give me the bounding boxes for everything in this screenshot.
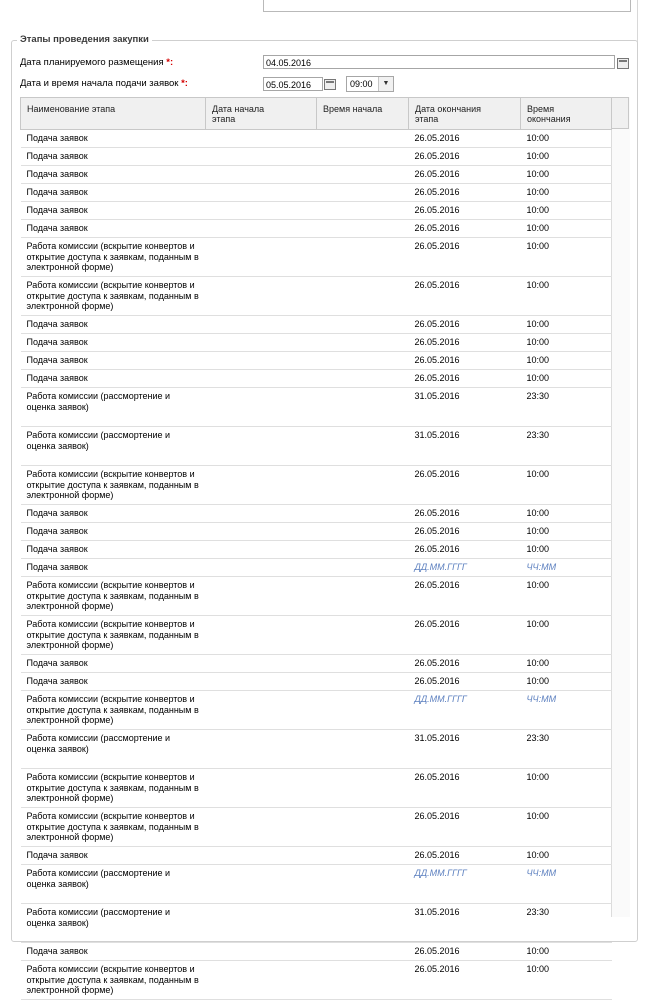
end-time-cell: 10:00: [521, 316, 612, 334]
table-row[interactable]: [21, 352, 612, 370]
end-date-cell: 26.05.2016: [409, 202, 521, 220]
start-date-cell: [206, 316, 317, 334]
end-date-cell: 26.05.2016: [409, 220, 521, 238]
end-date-cell: 26.05.2016: [409, 316, 521, 334]
start-time-select[interactable]: [346, 76, 394, 92]
start-time-cell: [317, 808, 409, 847]
start-time-cell: [317, 559, 409, 577]
end-date-cell: ДД.ММ.ГГГГ: [409, 865, 521, 904]
end-time-cell: 10:00: [521, 523, 612, 541]
end-date-cell: 26.05.2016: [409, 148, 521, 166]
start-time-cell: [317, 673, 409, 691]
table-row[interactable]: [21, 769, 612, 808]
end-date-cell: 26.05.2016: [409, 166, 521, 184]
end-time-cell: ЧЧ:ММ: [521, 559, 612, 577]
end-date-cell: 31.05.2016: [409, 427, 521, 466]
start-time-cell: [317, 352, 409, 370]
stages-legend: Этапы проведения закупки: [17, 34, 152, 45]
end-time-cell: 10:00: [521, 541, 612, 559]
start-time-cell: [317, 388, 409, 427]
stage-name-cell: Подача заявок: [21, 847, 206, 865]
table-row[interactable]: [21, 673, 612, 691]
stage-name-cell: Работа комиссии (вскрытие конвертов и открытие доступа к заявкам, поданным в электронной форме): [21, 238, 206, 277]
start-time-cell: [317, 616, 409, 655]
stage-name-cell: Работа комиссии (вскрытие конвертов и открытие доступа к заявкам, поданным в электронной форме): [21, 808, 206, 847]
description-textarea[interactable]: [263, 0, 631, 12]
start-time-cell: [317, 847, 409, 865]
start-time-cell: [317, 130, 409, 148]
stage-name-cell: Работа комиссии (рассмортение и оценка заявок): [21, 904, 206, 943]
header-end-date[interactable]: Дата окончания этапа: [409, 98, 521, 130]
chevron-down-icon: ▼: [378, 77, 393, 91]
start-date-cell: [206, 370, 317, 388]
end-date-cell: 26.05.2016: [409, 847, 521, 865]
start-time-cell: [317, 238, 409, 277]
table-row[interactable]: [21, 577, 612, 616]
end-time-cell: 10:00: [521, 577, 612, 616]
table-row[interactable]: [21, 730, 612, 769]
table-row[interactable]: [21, 334, 612, 352]
header-start-time[interactable]: Время начала: [317, 98, 409, 130]
stage-name-cell: Работа комиссии (рассмортение и оценка заявок): [21, 427, 206, 466]
end-time-cell: 10:00: [521, 769, 612, 808]
table-row[interactable]: [21, 220, 612, 238]
header-stage-name[interactable]: Наименование этапа: [21, 98, 206, 130]
stage-name-cell: Работа комиссии (рассмортение и оценка заявок): [21, 865, 206, 904]
required-mark: *:: [166, 57, 174, 68]
end-date-cell: ДД.ММ.ГГГГ: [409, 559, 521, 577]
start-date-cell: [206, 577, 317, 616]
start-date-cell: [206, 943, 317, 961]
start-date-cell: [206, 277, 317, 316]
stage-name-cell: Подача заявок: [21, 352, 206, 370]
stage-name-cell: Подача заявок: [21, 523, 206, 541]
stage-name-cell: Подача заявок: [21, 334, 206, 352]
end-date-cell: 26.05.2016: [409, 370, 521, 388]
start-datetime-label: Дата и время начала подачи заявок: [20, 78, 179, 89]
end-time-cell: 10:00: [521, 808, 612, 847]
stage-name-cell: Подача заявок: [21, 559, 206, 577]
start-time-cell: [317, 184, 409, 202]
end-date-cell: 26.05.2016: [409, 130, 521, 148]
table-row[interactable]: [21, 130, 612, 148]
table-row[interactable]: [21, 184, 612, 202]
table-header-row: [21, 98, 612, 130]
start-date-cell: [206, 352, 317, 370]
end-date-cell: 26.05.2016: [409, 808, 521, 847]
end-date-cell: ДД.ММ.ГГГГ: [409, 691, 521, 730]
end-date-cell: 26.05.2016: [409, 238, 521, 277]
end-time-cell: 10:00: [521, 673, 612, 691]
stages-table-container: [20, 97, 629, 995]
end-date-cell: 26.05.2016: [409, 352, 521, 370]
end-date-cell: 26.05.2016: [409, 577, 521, 616]
stage-name-cell: Подача заявок: [21, 202, 206, 220]
end-time-cell: 10:00: [521, 166, 612, 184]
start-date-input[interactable]: 05.05.2016: [263, 77, 323, 91]
calendar-icon[interactable]: [617, 58, 629, 69]
start-date-cell: [206, 541, 317, 559]
start-date-cell: [206, 238, 317, 277]
end-time-cell: 10:00: [521, 370, 612, 388]
start-date-cell: [206, 559, 317, 577]
end-date-cell: 26.05.2016: [409, 943, 521, 961]
stage-name-cell: Подача заявок: [21, 541, 206, 559]
planned-date-label: Дата планируемого размещения: [20, 57, 164, 68]
end-date-cell: 26.05.2016: [409, 505, 521, 523]
stages-table: [20, 97, 612, 1000]
end-time-cell: 23:30: [521, 904, 612, 943]
start-date-cell: [206, 961, 317, 1000]
start-time-cell: [317, 427, 409, 466]
end-time-cell: 10:00: [521, 943, 612, 961]
start-time-cell: [317, 166, 409, 184]
start-date-cell: [206, 847, 317, 865]
start-date-cell: [206, 865, 317, 904]
start-time-cell: [317, 730, 409, 769]
table-row[interactable]: [21, 238, 612, 277]
end-time-cell: 10:00: [521, 961, 612, 1000]
start-date-cell: [206, 466, 317, 505]
stage-name-cell: Работа комиссии (вскрытие конвертов и открытие доступа к заявкам, поданным в электронной форме): [21, 577, 206, 616]
table-row[interactable]: [21, 505, 612, 523]
end-date-cell: 26.05.2016: [409, 184, 521, 202]
table-row[interactable]: [21, 427, 612, 466]
start-time-cell: [317, 523, 409, 541]
start-time-cell: [317, 148, 409, 166]
start-time-cell: [317, 577, 409, 616]
start-time-cell: [317, 865, 409, 904]
table-row[interactable]: [21, 943, 612, 961]
table-row[interactable]: [21, 466, 612, 505]
start-time-cell: [317, 505, 409, 523]
start-time-cell: [317, 541, 409, 559]
start-time-cell: [317, 277, 409, 316]
end-time-cell: 10:00: [521, 352, 612, 370]
start-time-cell: [317, 769, 409, 808]
stage-name-cell: Работа комиссии (вскрытие конвертов и открытие доступа к заявкам, поданным в электронной форме): [21, 616, 206, 655]
end-time-cell: 10:00: [521, 277, 612, 316]
table-row[interactable]: [21, 655, 612, 673]
end-date-cell: 26.05.2016: [409, 466, 521, 505]
start-date-cell: [206, 427, 317, 466]
end-date-cell: 31.05.2016: [409, 904, 521, 943]
end-time-cell: 23:30: [521, 427, 612, 466]
start-time-cell: [317, 904, 409, 943]
table-row[interactable]: [21, 541, 612, 559]
start-date-cell: [206, 184, 317, 202]
end-date-cell: 26.05.2016: [409, 541, 521, 559]
start-time-cell: [317, 466, 409, 505]
stage-name-cell: Подача заявок: [21, 655, 206, 673]
table-row[interactable]: [21, 616, 612, 655]
start-date-cell: [206, 505, 317, 523]
table-row[interactable]: [21, 388, 612, 427]
start-date-cell: [206, 148, 317, 166]
start-time-cell: [317, 316, 409, 334]
end-date-cell: 31.05.2016: [409, 388, 521, 427]
end-time-cell: ЧЧ:ММ: [521, 691, 612, 730]
header-end-time[interactable]: Время окончания: [521, 98, 612, 130]
end-date-cell: 26.05.2016: [409, 523, 521, 541]
end-date-cell: 26.05.2016: [409, 655, 521, 673]
start-time-value: 09:00: [350, 79, 373, 89]
start-date-cell: [206, 388, 317, 427]
stage-name-cell: Подача заявок: [21, 370, 206, 388]
table-row[interactable]: [21, 166, 612, 184]
start-time-cell: [317, 943, 409, 961]
table-row[interactable]: [21, 559, 612, 577]
stage-name-cell: Работа комиссии (вскрытие конвертов и открытие доступа к заявкам, поданным в электронной форме): [21, 277, 206, 316]
end-time-cell: 10:00: [521, 616, 612, 655]
stage-name-cell: Подача заявок: [21, 130, 206, 148]
end-time-cell: 23:30: [521, 388, 612, 427]
stage-name-cell: Работа комиссии (вскрытие конвертов и открытие доступа к заявкам, поданным в электронной форме): [21, 961, 206, 1000]
stage-name-cell: Работа комиссии (рассмортение и оценка заявок): [21, 388, 206, 427]
end-date-cell: 31.05.2016: [409, 730, 521, 769]
start-time-cell: [317, 370, 409, 388]
stage-name-cell: Работа комиссии (вскрытие конвертов и открытие доступа к заявкам, поданным в электронной форме): [21, 769, 206, 808]
planned-date-input[interactable]: 04.05.2016: [263, 55, 615, 69]
stage-name-cell: Работа комиссии (вскрытие конвертов и открытие доступа к заявкам, поданным в электронной форме): [21, 691, 206, 730]
start-date-cell: [206, 904, 317, 943]
start-label-row: [20, 78, 188, 89]
end-time-cell: 10:00: [521, 238, 612, 277]
table-row[interactable]: [21, 523, 612, 541]
stage-name-cell: Подача заявок: [21, 184, 206, 202]
start-time-cell: [317, 334, 409, 352]
end-time-cell: 23:30: [521, 730, 612, 769]
start-time-cell: [317, 691, 409, 730]
end-time-cell: 10:00: [521, 466, 612, 505]
end-time-cell: ЧЧ:ММ: [521, 865, 612, 904]
stage-name-cell: Работа комиссии (вскрытие конвертов и открытие доступа к заявкам, поданным в электронной форме): [21, 466, 206, 505]
table-row[interactable]: [21, 865, 612, 904]
start-date-cell: [206, 730, 317, 769]
stage-name-cell: Подача заявок: [21, 505, 206, 523]
table-row[interactable]: [21, 691, 612, 730]
start-date-cell: [206, 334, 317, 352]
end-date-cell: 26.05.2016: [409, 673, 521, 691]
end-time-cell: 10:00: [521, 220, 612, 238]
planned-date-label-row: [20, 57, 173, 68]
stage-name-cell: Подача заявок: [21, 943, 206, 961]
end-time-cell: 10:00: [521, 655, 612, 673]
table-row[interactable]: [21, 202, 612, 220]
end-date-cell: 26.05.2016: [409, 961, 521, 1000]
end-date-cell: 26.05.2016: [409, 334, 521, 352]
end-time-cell: 10:00: [521, 334, 612, 352]
required-mark: *:: [181, 78, 188, 89]
table-row[interactable]: [21, 961, 612, 1000]
start-date-cell: [206, 166, 317, 184]
table-row[interactable]: [21, 370, 612, 388]
start-date-cell: [206, 808, 317, 847]
start-date-cell: [206, 202, 317, 220]
table-row[interactable]: [21, 847, 612, 865]
stage-name-cell: Работа комиссии (рассмортение и оценка заявок): [21, 730, 206, 769]
end-time-cell: 10:00: [521, 505, 612, 523]
end-time-cell: 10:00: [521, 202, 612, 220]
start-date-cell: [206, 673, 317, 691]
start-date-cell: [206, 220, 317, 238]
stage-name-cell: Подача заявок: [21, 220, 206, 238]
end-time-cell: 10:00: [521, 847, 612, 865]
start-time-cell: [317, 655, 409, 673]
stage-name-cell: Подача заявок: [21, 148, 206, 166]
stage-name-cell: Подача заявок: [21, 166, 206, 184]
end-time-cell: 10:00: [521, 148, 612, 166]
table-row[interactable]: [21, 148, 612, 166]
start-time-cell: [317, 220, 409, 238]
table-row[interactable]: [21, 316, 612, 334]
stage-name-cell: Подача заявок: [21, 673, 206, 691]
start-date-cell: [206, 616, 317, 655]
stage-name-cell: Подача заявок: [21, 316, 206, 334]
table-row[interactable]: [21, 904, 612, 943]
header-start-date[interactable]: Дата начала этапа: [206, 98, 317, 130]
start-date-cell: [206, 655, 317, 673]
end-date-cell: 26.05.2016: [409, 616, 521, 655]
table-row[interactable]: [21, 808, 612, 847]
calendar-icon[interactable]: [324, 79, 336, 90]
table-row[interactable]: [21, 277, 612, 316]
start-date-cell: [206, 523, 317, 541]
start-date-cell: [206, 691, 317, 730]
start-time-cell: [317, 961, 409, 1000]
end-time-cell: 10:00: [521, 130, 612, 148]
start-time-cell: [317, 202, 409, 220]
start-date-cell: [206, 769, 317, 808]
end-time-cell: 10:00: [521, 184, 612, 202]
start-date-cell: [206, 130, 317, 148]
end-date-cell: 26.05.2016: [409, 769, 521, 808]
end-date-cell: 26.05.2016: [409, 277, 521, 316]
